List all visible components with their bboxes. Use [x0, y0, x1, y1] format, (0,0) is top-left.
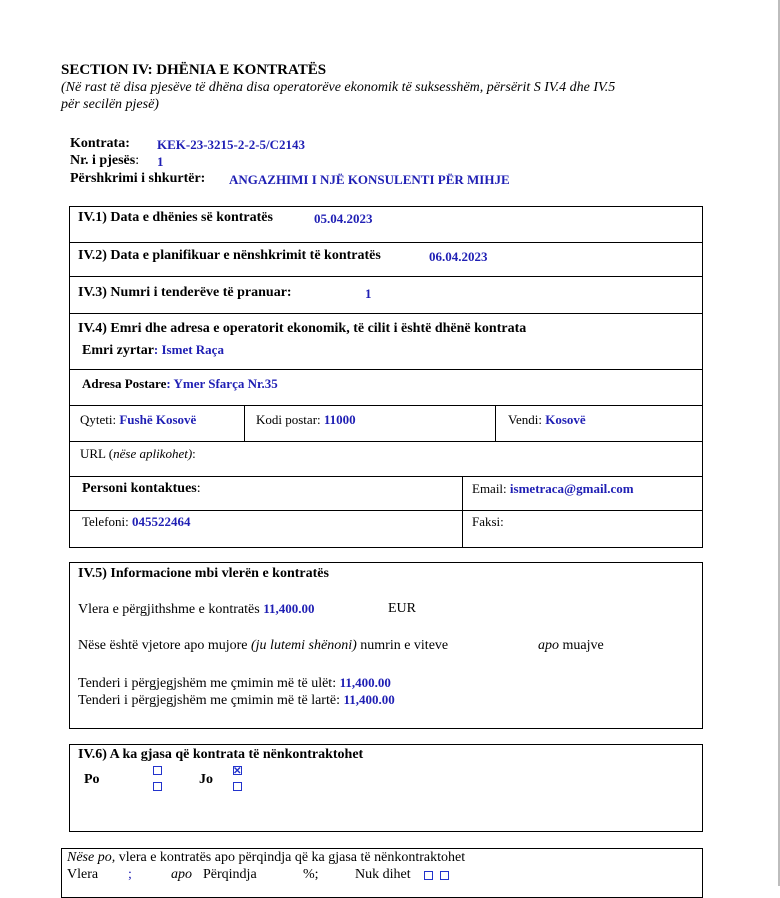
email-row: [472, 481, 634, 497]
official-name-value: : Ismet Raça: [153, 342, 224, 357]
highest-price-row: [78, 692, 395, 709]
subcontract-percent-label: Përqindja: [203, 867, 257, 882]
subcontract-unknown-label: Nuk dihet: [355, 867, 411, 882]
description-value: ANGAZHIMI I NJË KONSULENTI PËR MIHJE: [229, 172, 510, 187]
lowest-price-row: [78, 675, 391, 692]
lowest-price-label: Tenderi i përgjegjshëm me çmimin më të ulët:: [78, 676, 337, 691]
contact-row: [82, 481, 201, 497]
iv1-value: 05.04.2023: [314, 211, 373, 226]
contact-colon: :: [196, 481, 201, 496]
url-label: URL (: [80, 446, 114, 461]
subcontract-value-label: Vlera: [67, 867, 99, 882]
description-label: Përshkrimi i shkurtër:: [70, 171, 206, 186]
part-row: [70, 153, 139, 169]
url-colon: :: [192, 446, 196, 461]
iv4-label: IV.4) Emri dhe adresa e operatorit ekonomik, të cilit i është dhënë kontrata: [78, 321, 527, 336]
no-label: Jo: [199, 772, 213, 787]
contract-value: KEK-23-3215-2-2-5/C2143: [157, 137, 306, 152]
yes-checkbox-top[interactable]: [153, 766, 162, 775]
subcontract-percent-sep: %;: [303, 867, 319, 882]
highest-price-label: Tenderi i përgjegjshëm me çmimin më të lartë:: [78, 693, 340, 708]
no-checkbox[interactable]: [233, 782, 242, 791]
phone-value: 045522464: [132, 514, 191, 529]
annual-note: (ju lutemi shënoni): [251, 638, 357, 653]
part-colon: :: [135, 153, 140, 168]
annual-months-row: [538, 638, 604, 654]
section-title: SECTION IV: DHËNIA E KONTRATËS: [61, 62, 327, 78]
section-note-line2: për secilën pjesë): [61, 97, 159, 112]
phone-label: Telefoni:: [82, 514, 132, 529]
no-checkbox-checked[interactable]: [233, 766, 242, 775]
iv2-value: 06.04.2023: [429, 249, 488, 264]
fax-label: Faksi:: [472, 514, 504, 529]
annual-pre: Nëse është vjetore apo mujore: [78, 638, 251, 653]
annual-row: [78, 638, 448, 654]
section-note-line1: (Në rast të disa pjesëve të dhëna disa operatorëve ekonomik të suksesshëm, përsërit S IV.4 dhe IV.5: [61, 80, 616, 95]
check-x-icon: [234, 767, 241, 774]
phone-row: [82, 514, 191, 530]
subcontract-value-sep: ;: [128, 867, 132, 882]
total-value-row: [78, 601, 314, 618]
annual-apo: apo: [538, 638, 559, 653]
postal-value: 11000: [323, 412, 356, 427]
subcontract-description: vlera e kontratës apo përqindja që ka gjasa të nënkontraktohet: [115, 850, 466, 865]
total-value-label: Vlera e përgjithshme e kontratës: [78, 602, 260, 617]
subcontract-apo: apo: [171, 867, 192, 882]
lowest-price-value: 11,400.00: [339, 675, 391, 690]
subcontract-if-yes: Nëse po,: [67, 850, 116, 865]
subcontract-line1: [67, 850, 465, 866]
email-value: ismetraca@gmail.com: [509, 481, 634, 496]
iv3-value: 1: [365, 286, 372, 301]
country-row: [508, 412, 586, 428]
currency: EUR: [388, 601, 416, 616]
contract-label: Kontrata:: [70, 136, 130, 151]
contact-label: Personi kontaktues: [82, 481, 197, 496]
country-label: Vendi:: [508, 412, 546, 427]
yes-checkbox[interactable]: [153, 782, 162, 791]
iv6-label: IV.6) A ka gjasa që kontrata të nënkontraktohet: [78, 747, 364, 762]
part-value: 1: [157, 154, 164, 169]
iv1-label: IV.1) Data e dhënies së kontratës: [78, 210, 273, 225]
official-name-label: Emri zyrtar: [82, 343, 154, 358]
address-label: Adresa Postare: [82, 376, 167, 391]
country-value: Kosovë: [545, 412, 586, 427]
iv2-label: IV.2) Data e planifikuar e nënshkrimit të kontratës: [78, 248, 381, 263]
url-note: nëse aplikohet): [113, 446, 193, 461]
annual-months: muajve: [559, 638, 604, 653]
iv5-label: IV.5) Informacione mbi vlerën e kontratës: [78, 566, 329, 581]
url-row: [80, 446, 196, 462]
address-value: : Ymer Sfarça Nr.35: [166, 376, 278, 391]
address-row: [82, 376, 278, 392]
unknown-checkbox-1[interactable]: [424, 871, 433, 880]
postal-label: Kodi postar:: [256, 412, 324, 427]
yes-label: Po: [84, 772, 100, 787]
city-row: [80, 412, 196, 428]
postal-row: [256, 412, 356, 428]
city-value: Fushë Kosovë: [119, 412, 197, 427]
total-value: 11,400.00: [263, 601, 315, 616]
part-label: Nr. i pjesës: [70, 153, 136, 168]
highest-price-value: 11,400.00: [343, 692, 395, 707]
annual-post: numrin e viteve: [356, 638, 449, 653]
city-label: Qyteti:: [80, 412, 120, 427]
unknown-checkbox-2[interactable]: [440, 871, 449, 880]
official-name-row: [82, 342, 224, 359]
iv3-label: IV.3) Numri i tenderëve të pranuar:: [78, 285, 292, 300]
email-label: Email:: [472, 481, 510, 496]
